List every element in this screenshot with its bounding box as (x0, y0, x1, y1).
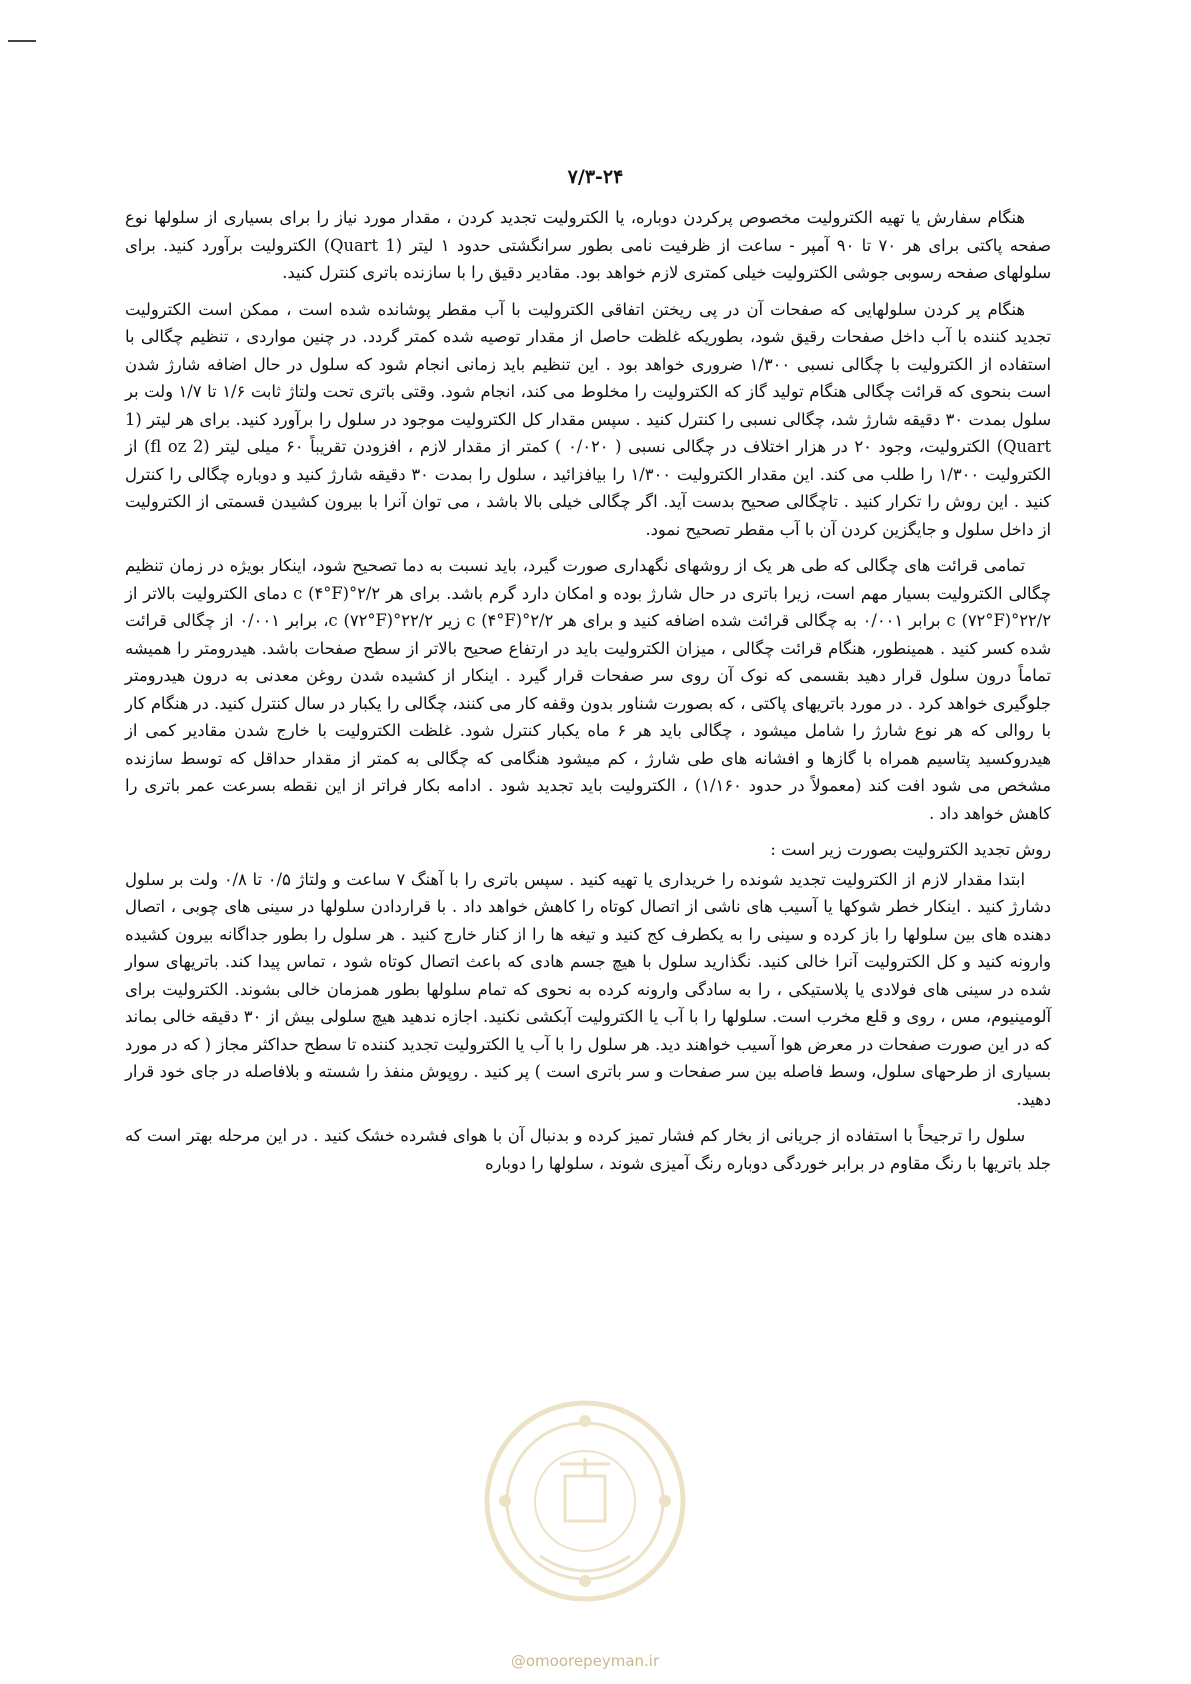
paragraph-density-correction: تمامی قرائت های چگالی که طی هر یک از روشهای نگهداری صورت گیرد، باید نسبت به دما تصحیح شود، اینکار بویژه در زمان تنظیم چگالی الکترولیت بسیار مهم است، زیرا باتری در حال شارژ بوده و امکان دارد گرم باشد. برای هر ۲/۲°c (۴°F) دمای الکترولیت بالاتر از ۲۲/۲°c (۷۲°F) برابر ۰/۰۰۱ به چگالی قرائت شده اضافه کنید و برای هر ۲/۲°c (۴°F) زیر ۲۲/۲°c (۷۲°F)، برابر ۰/۰۰۱ از چگالی قرائت شده کسر کنید . همینطور، هنگام قرائت چگالی ، میزان الکترولیت باید در ارتفاع صحیح بالاتر از سطح صفحات باشد. هیدرومتر را همیشه تماماً درون سلول قرار دهید بقسمی که نوک آن روی سر صفحات قرار گیرد . اینکار از کشیده شدن روغن معدنی به درون هیدرومتر جلوگیری خواهد کرد . در مورد باتریهای پاکتی ، که بصورت شناور بدون وقفه کار می کنند، چگالی را یکبار در سال کنترل کنید. در هنگام کار با روالی که هر نوع شارژ را شامل میشود ، چگالی باید هر ۶ ماه یکبار کنترل شود. غلظت الکترولیت با خارج شدن مقادیر کمی از هیدروکسید پتاسیم همراه با گازها و افشانه های طی شارژ ، کم میشود هنگامی که چگالی به کمتر از مقدار حداقل که توسط سازنده مشخص می شود افت کند (معمولاً در حدود ۱/۱۶۰) ، الکترولیت باید تجدید شود . ادامه بکار فراتر از این نقطه بسرعت عمر باتری را کاهش خواهد داد . (125, 556, 1051, 823)
corner-mark (8, 40, 36, 42)
paragraph-procedure-steps: ابتدا مقدار لازم از الکترولیت تجدید شونده را خریداری یا تهیه کنید . سپس باتری را با آهنگ ۷ ساعت و ولتاژ ۰/۵ تا ۰/۸ ولت بر سلول دشارژ کنید . اینکار خطر شوکها یا آسیب های ناشی از اتصال کوتاه را کاهش خواهد داد . با قراردادن سلولها در سینی های چوبی ، اتصال دهنده های بین سلولها را باز کرده و سینی را به یکطرف کج کنید و تیغه ها را از کنار خارج کنید . هر سلول را بطور جداگانه بیرون کشیده وارونه کنید و کل الکترولیت آنرا خالی کنید. نگذارید سلول با هیچ جسم هادی که باعث اتصال کوتاه شود ، تماس پیدا کند. باتریهای سوار شده در سینی های فولادی یا پلاستیکی ، را به سادگی وارونه کرده به نحوی که تمام سلولها بطور همزمان خالی بشوند. الکترولیت برای آلومینیوم، مس ، روی و قلع مخرب است. سلولها را با آب یا الکترولیت آبکشی نکنید. اجازه ندهید هیچ سلولی بیش از ۳۰ دقیقه خالی بماند که در این صورت صفحات در معرض هوا آسیب خواهند دید. هر سلول را با آب یا الکترولیت تجدید کننده تا سطح حداکثر مجاز ( که در مورد بسیاری از طرحهای سلول، وسط فاصله بین سر صفحات و سر باتری است ) پر کنید . روپوش منفذ را شسته و بلافاصله در جای خود قرار دهید. (125, 869, 1051, 1109)
paragraph-cleaning: سلول را ترجیحاً با استفاده از جریانی از بخار کم فشار تمیز کرده و بدنبال آن با هوای فشرده خشک کنید . در این مرحله بهتر است که جلد باتریها با رنگ مقاوم در برابر خوردگی دوباره رنگ آمیزی شوند ، سلولها را دوباره (125, 1126, 1051, 1173)
procedure-heading: روش تجدید الکترولیت بصورت زیر است : (770, 840, 1051, 859)
watermark-website: @omoorepeyman.ir (510, 1652, 660, 1670)
watermark-seal-icon (480, 1396, 690, 1606)
paragraph-electrolyte-ordering: هنگام سفارش یا تهیه الکترولیت مخصوص پرکردن دوباره، یا الکترولیت تجدید کردن ، مقدار مورد نیاز را برای بسیاری از سلولها نوع صفحه پاکتی برای هر ۷۰ تا ۹۰ آمپر - ساعت از ظرفیت نامی بطور سرانگشتی حدود ۱ لیتر (1 Quart) الکترولیت برآورد کنید. برای سلولهای صفحه رسوبی جوشی الکترولیت خیلی کمتری لازم خواهد بود. مقادیر دقیق را با سازنده باتری کنترل کنید. (125, 208, 1051, 282)
page-number: ۷/۳-۲۴ (567, 166, 624, 188)
paragraph-filling-cells: هنگام پر کردن سلولهایی که صفحات آن در پی ریختن اتفاقی الکترولیت با آب مقطر پوشانده شده است ، ممکن است الکترولیت تجدید کننده با آب داخل صفحات رقیق شود، بطوریکه غلظت حاصل از مقدار توصیه شده کمتر گردد. در چنین مواردی ، تنظیم چگالی با استفاده از الکترولیت با چگالی نسبی ۱/۳۰۰ ضروری خواهد بود . این تنظیم باید زمانی انجام شود که سلول در حال اضافه شارژ شدن است بنحوی که قرائت چگالی هنگام تولید گاز که الکترولیت را مخلوط می کند، انجام شود. وقتی باتری تحت ولتاژ ثابت ۱/۶ تا ۱/۷ ولت بر سلول بمدت ۳۰ دقیقه شارژ شد، چگالی نسبی را کنترل کنید . سپس مقدار کل الکترولیت موجود در سلول را برآورد کنید. برای هر لیتر (1 Quart) الکترولیت، وجود ۲۰ در هزار اختلاف در چگالی نسبی ( ۰/۰۲۰ ) کمتر از مقدار لازم ، افزودن تقریباً ۶۰ میلی لیتر (2 fl oz) از الکترولیت ۱/۳۰۰ را طلب می کند. این مقدار الکترولیت ۱/۳۰۰ را بیافزائید ، سلول را بمدت ۳۰ دقیقه شارژ کنید و دوباره چگالی را کنترل کنید . این روش را تکرار کنید . تاچگالی صحیح بدست آید. اگر چگالی خیلی بالا باشد ، می توان آنرا با بیرون کشیدن قسمتی از الکترولیت از داخل سلول و جایگزین کردن آن با آب مقطر تصحیح نمود. (125, 299, 1052, 539)
document-body (125, 204, 1051, 1186)
